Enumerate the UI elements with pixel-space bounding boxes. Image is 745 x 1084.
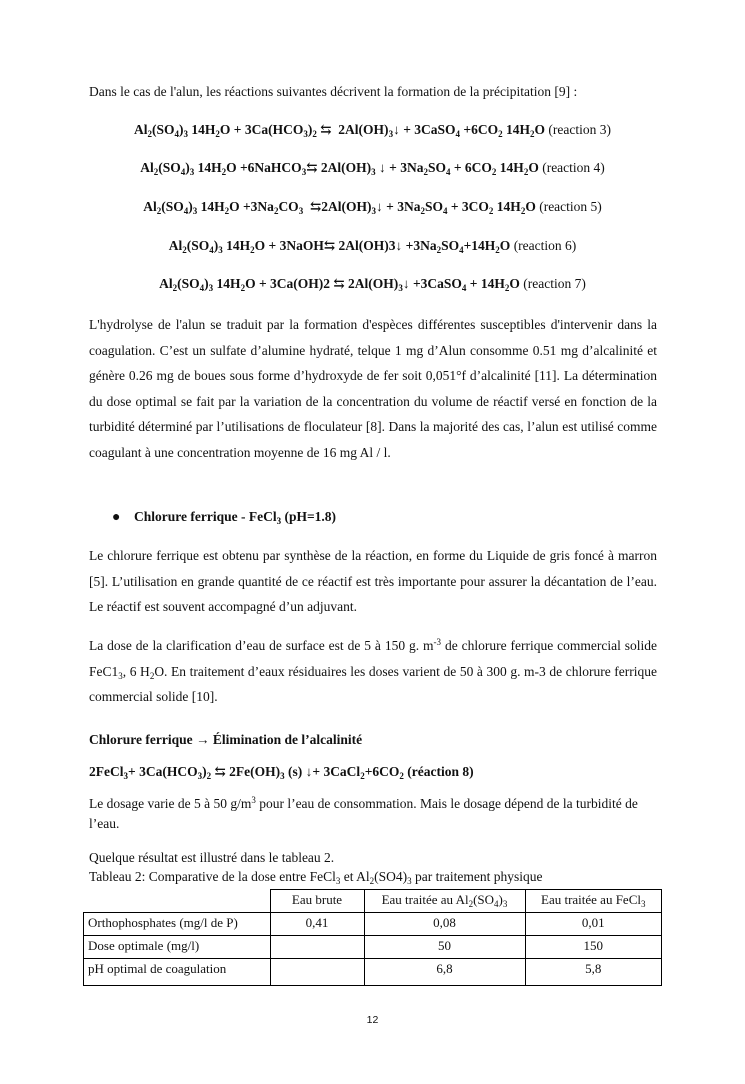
table-intro: Quelque résultat est illustré dans le tableau 2. Tableau 2: Comparative de la dose entre FeCl$_3$ et $Al_2(SO4)_3$ par traitement physique [89, 848, 657, 886]
ferric-paragraph-1: Le chlorure ferrique est obtenu par synthèse de la réaction, en forme du Liquide de gris foncé à marron [5]. L’utilisation en grande quantité de ce réactif est très importante pour assurer la décantation de l’eau. Le réactif est souvent accompagné d’un adjuvant. [89, 548, 657, 615]
reaction-5: $Al_2(SO_4)_3$ $14H_2O +3Na_2CO_3$ $⇆2Al(OH)_3↓ + 3Na_2SO_4 + 3CO_2$ $14H_2O$ (reaction 5) [143, 199, 602, 216]
reaction-tag: (reaction 5) [539, 199, 602, 214]
reaction-7: $Al_2(SO_4)_3$ $14H_2O + 3Ca(OH)2$ ⇆ $2Al(OH)_3↓$ +3CaSO$_4$ + $14H_2O$ (reaction 7) [159, 276, 586, 293]
reaction-tag: (reaction 7) [523, 276, 586, 291]
page-number: 12 [366, 1014, 379, 1026]
comparison-table [83, 889, 662, 986]
bullet-ferric-chloride: ● Chlorure ferrique - FeCl$_3$ (pH=1.8) [112, 509, 337, 526]
table-header-row: Eau brute Eau traitée au $Al_2(SO_4)_3$ Eau traitée au FeCl$_3$ [84, 890, 662, 913]
table-row: Orthophosphates (mg/l de P) 0,41 0,08 0,01 [84, 913, 662, 936]
reaction-3: $Al_2(SO_4)_3$ $14H_2O + 3Ca(HCO_3)_2$ ⇆ $2Al(OH)_3↓$ + 3CaSO$_4$ $+6CO_2$ $14H_2O$ (reaction 3) [134, 122, 611, 139]
reaction-tag: (reaction 3) [548, 122, 611, 137]
alun-paragraph: L'hydrolyse de l'alun se traduit par la formation d'espèces différentes susceptibles d'intervenir dans la coagulation. C’est un sulfate d’alumine hydraté, telque 1 mg d’Alun consomme 0.51 mg d’alcalinité et génère 0.26 mg de boues sous forme d’hydroxyde de fer soit 0,051°f d’alcalinité [11]. La détermination du dose optimal se fait par la variation de la concentration du volume de réactif versé en fonction de la turbidité déterminé par l’utilisations de floculateur [8]. Dans la majorité des cas, l’alun est utilisé comme coagulant à une concentration moyenne de 16 mg Al / l. [89, 317, 657, 460]
section-heading: Chlorure ferrique → Élimination de l’alcalinité [89, 732, 363, 747]
reaction-4: $Al_2(SO_4)_3$ $14H_2O$ +6NaHCO$_3$⇆ $2Al(OH)_3$ ↓ + $3Na_2SO_4 + 6CO_2$ $14H_2O$ (reaction 4) [140, 160, 605, 177]
ferric-paragraph-2: La dose de la clarification d’eau de surface est de 5 à 150 g. $m^{-3}$ de chlorure ferrique commercial solide $FeC1_3$, 6 $H_2O$. En traitement d’eaux résiduaires les doses varient de 50 à 300 g. m-3 de chlorure ferrique commercial solide [10]. [89, 637, 658, 705]
dosage-paragraph: Le dosage varie de 5 à 50 $g/m^3$ pour l’eau de consommation. Mais le dosage dépend de la turbidité de l’eau. [89, 795, 638, 831]
intro-text: Dans le cas de l'alun, les réactions suivantes décrivent la formation de la précipitation [9] : [89, 84, 578, 99]
table-caption: Tableau 2: Comparative de la dose entre FeCl$_3$ et $Al_2(SO4)_3$ par traitement physique [89, 869, 543, 886]
table-row: pH optimal de coagulation 6,8 5,8 [84, 959, 662, 986]
reaction-tag: (reaction 4) [542, 160, 605, 175]
table-row: Dose optimale (mg/l) 50 150 [84, 936, 662, 959]
reaction-6: $Al_2(SO_4)_3$ $14H_2O$ + 3NaOH⇆ 2Al(OH)3↓ $+3Na_2SO_4+14H_2O$ (reaction 6) [168, 238, 577, 255]
reaction-tag: (reaction 6) [513, 238, 577, 253]
reaction-8: 2FeCl$_3$+ $3Ca(HCO_3)_2$ ⇆ $2Fe(OH)_3$ (s) ↓+ $3CaCl_2+6CO_2$ (réaction 8) [89, 764, 474, 781]
bullet-icon: ● [112, 510, 121, 525]
